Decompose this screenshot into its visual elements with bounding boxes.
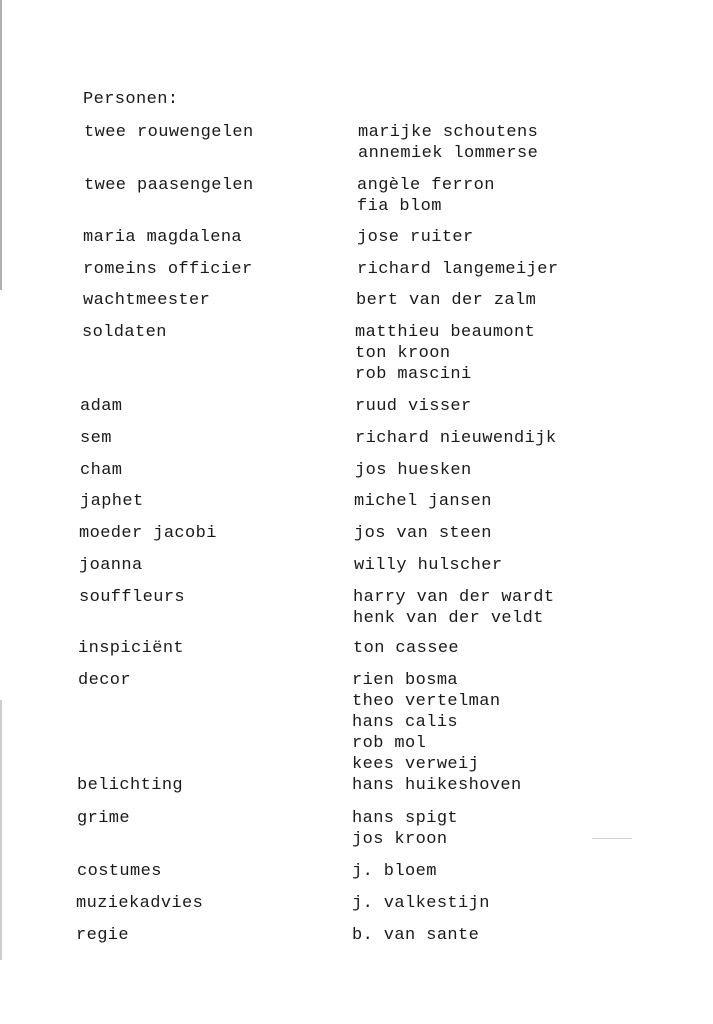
actor-list (354, 555, 502, 576)
actor-name: hans spigt (352, 809, 459, 828)
actor-list (355, 396, 472, 417)
actor-list (355, 428, 556, 449)
actor-name: willy hulscher (354, 556, 503, 575)
role-name: twee rouwengelen (84, 123, 254, 142)
role-name: maria magdalena (83, 228, 243, 247)
actor-name: michel jansen (354, 492, 492, 511)
role-name: cham (80, 461, 123, 480)
actor-list (356, 290, 536, 311)
actor-name: richard langemeijer (357, 260, 559, 279)
actor-name: jos huesken (355, 461, 472, 480)
role-name: souffleurs (79, 588, 186, 607)
actor-name: ton cassee (353, 639, 460, 658)
role-name: wachtmeester (83, 291, 211, 310)
actor-name: henk van der veldt (353, 609, 544, 628)
actor-name: richard nieuwendijk (355, 429, 557, 448)
role-name: soldaten (82, 323, 167, 342)
page-edge-mark (0, 0, 2, 290)
page-edge-mark (0, 700, 2, 960)
actor-list (357, 175, 495, 217)
actor-name: jose ruiter (357, 228, 474, 247)
actor-list (357, 259, 558, 280)
actor-list (357, 227, 474, 248)
actor-name: matthieu beaumont (355, 323, 536, 342)
role-name: costumes (77, 862, 162, 881)
actor-name: j. valkestijn (352, 894, 490, 913)
actor-name: fia blom (357, 197, 442, 216)
actor-name: b. van sante (352, 926, 480, 945)
actor-list (354, 491, 492, 512)
actor-name: jos kroon (352, 830, 448, 849)
role-name: decor (78, 671, 132, 690)
actor-list (352, 925, 479, 946)
actor-list (352, 670, 500, 775)
actor-list (353, 638, 459, 659)
actor-name: marijke schoutens (358, 123, 539, 142)
actor-list (352, 861, 437, 882)
actor-name: ton kroon (355, 344, 451, 363)
actor-list (352, 808, 458, 850)
role-name: twee paasengelen (84, 176, 254, 195)
actor-name: annemiek lommerse (358, 144, 539, 163)
actor-name: rob mascini (355, 365, 472, 384)
role-name: muziekadvies (76, 894, 204, 913)
actor-name: angèle ferron (357, 176, 495, 195)
role-name: sem (80, 429, 112, 448)
actor-name: hans huikeshoven (352, 776, 522, 795)
role-name: regie (76, 926, 130, 945)
paper-smudge (592, 838, 632, 839)
page-heading: Personen: (83, 90, 179, 109)
actor-name: theo vertelman (352, 692, 501, 711)
actor-name: jos van steen (354, 524, 492, 543)
actor-name: ruud visser (355, 397, 472, 416)
role-name: inspiciënt (78, 639, 185, 658)
actor-list (355, 322, 535, 385)
actor-name: rob mol (352, 734, 427, 753)
actor-list (352, 775, 522, 796)
role-name: romeins officier (83, 260, 253, 279)
actor-list (354, 523, 492, 544)
role-name: belichting (77, 776, 184, 795)
role-name: japhet (80, 492, 144, 511)
role-name: adam (80, 397, 123, 416)
actor-name: kees verweij (352, 755, 480, 774)
actor-name: rien bosma (352, 671, 459, 690)
actor-list (353, 587, 554, 629)
role-name: joanna (79, 556, 143, 575)
actor-list (355, 460, 472, 481)
actor-name: j. bloem (352, 862, 437, 881)
role-name: moeder jacobi (79, 524, 217, 543)
role-name: grime (77, 809, 131, 828)
actor-list (352, 893, 490, 914)
actor-name: harry van der wardt (353, 588, 555, 607)
actor-name: hans calis (352, 713, 459, 732)
actor-name: bert van der zalm (356, 291, 537, 310)
actor-list (358, 122, 538, 164)
